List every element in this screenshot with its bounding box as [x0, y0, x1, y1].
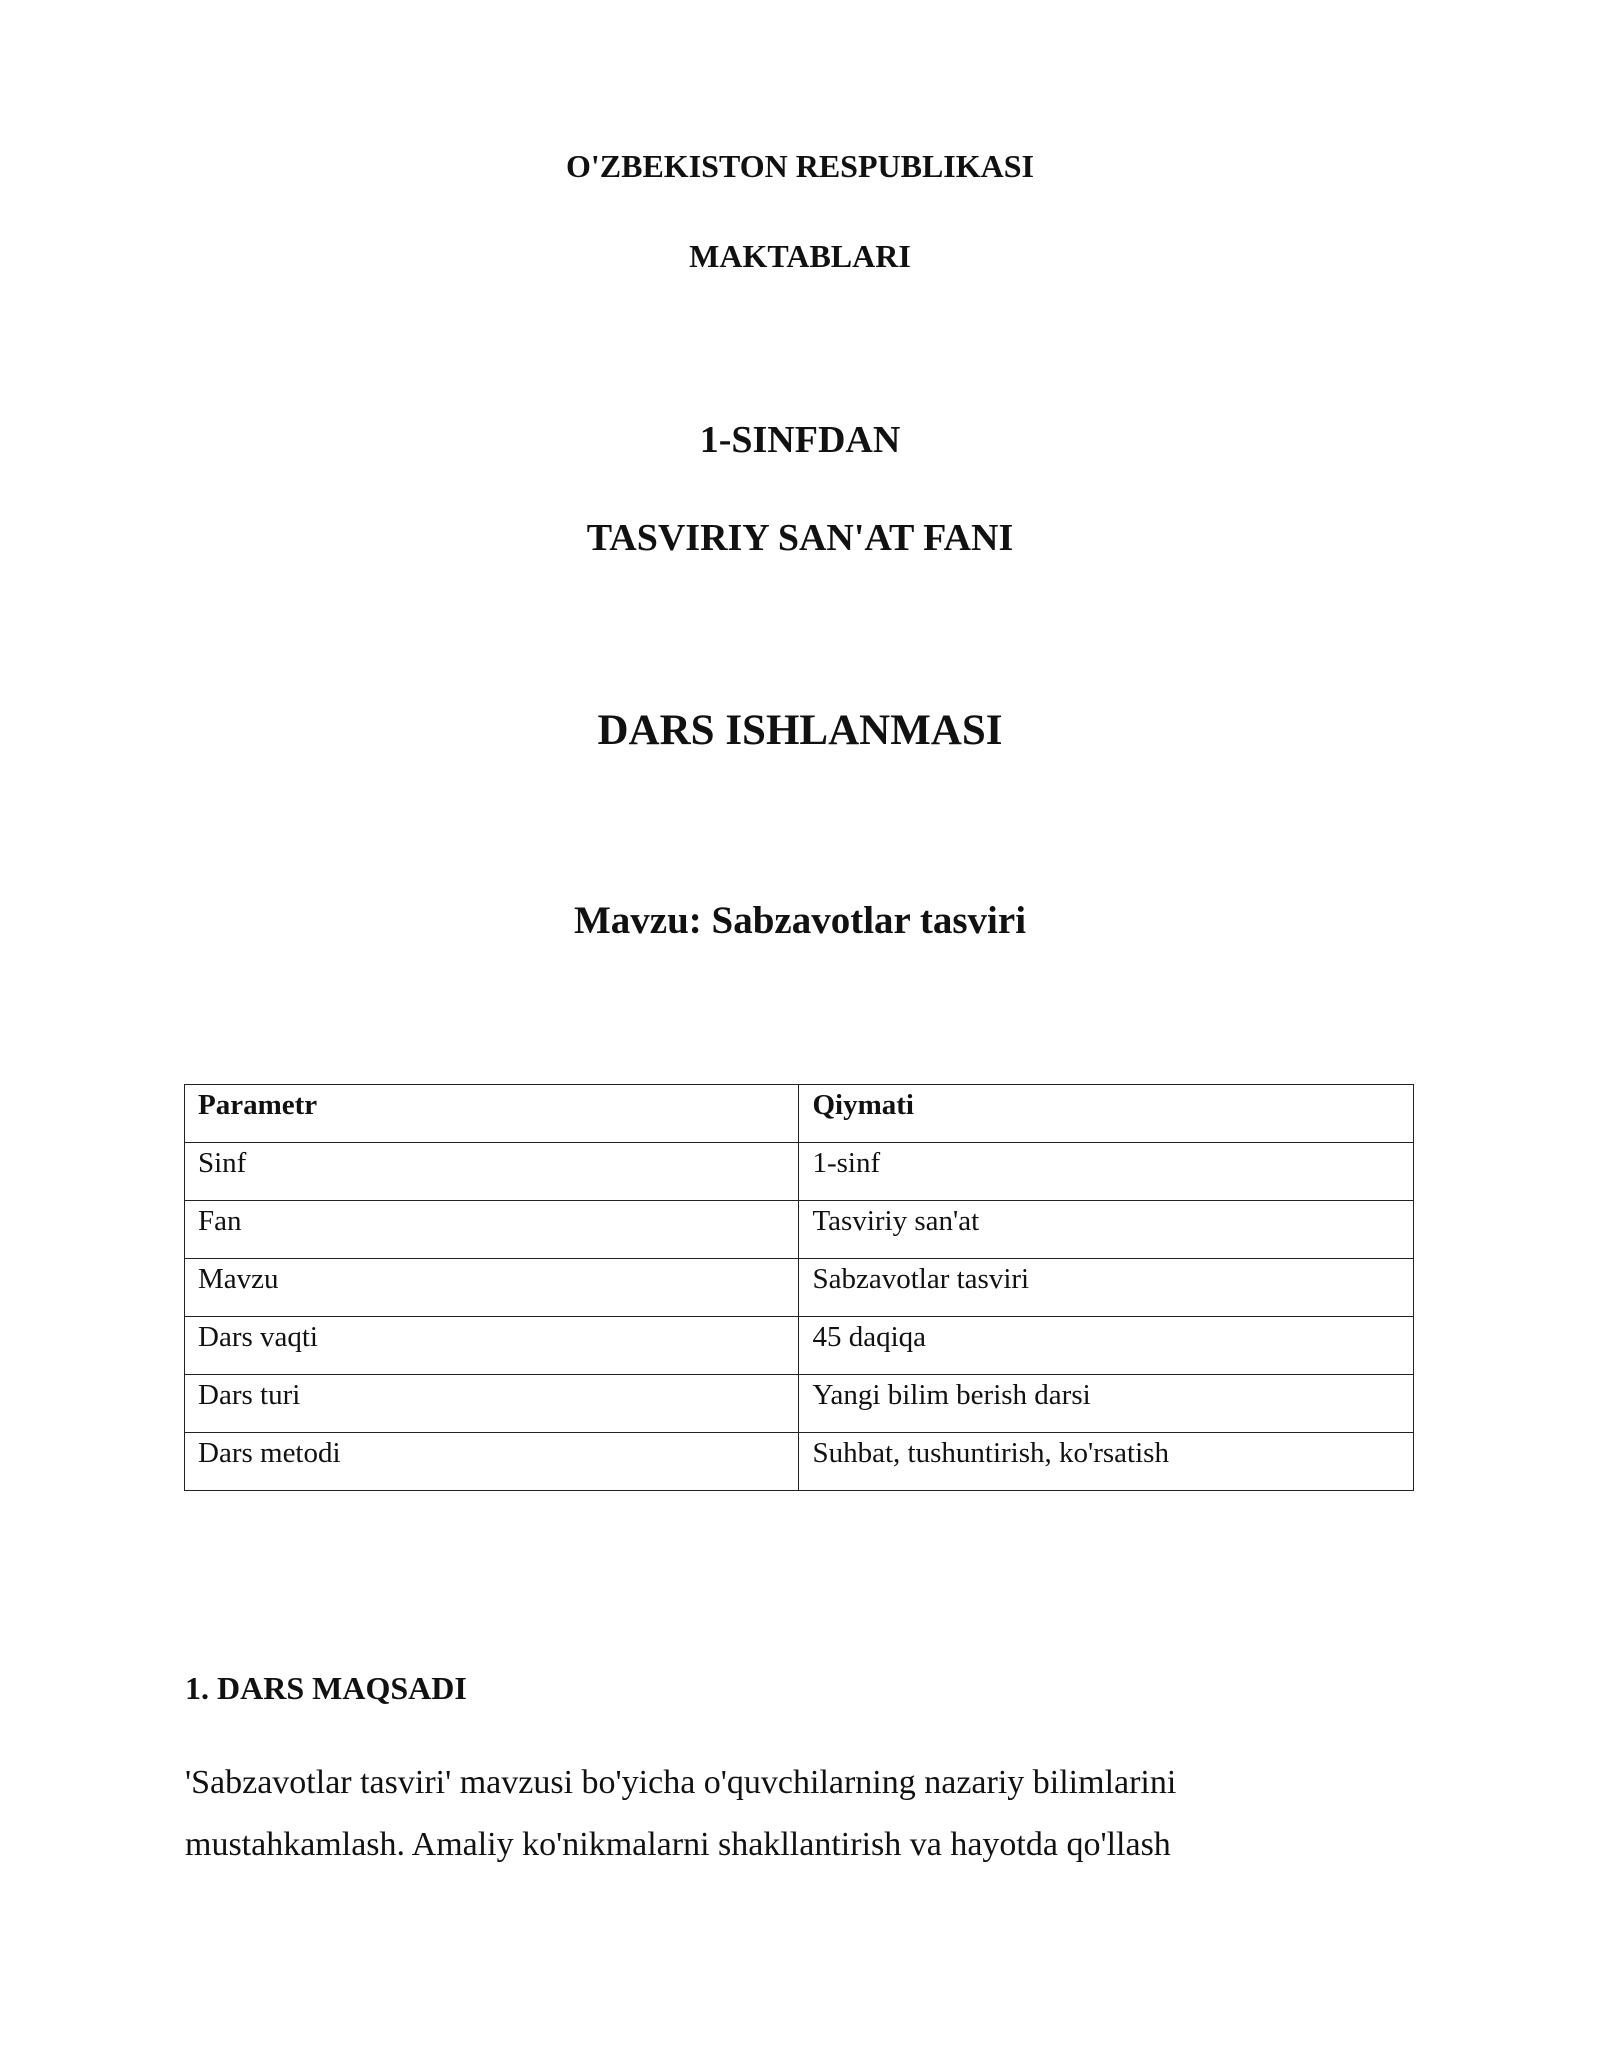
table-row	[185, 1317, 1414, 1375]
table-row	[185, 1375, 1414, 1433]
table-cell: Dars vaqti	[185, 1317, 799, 1375]
table-cell: 45 daqiqa	[799, 1317, 1414, 1375]
table-row	[185, 1201, 1414, 1259]
table-cell: Yangi bilim berish darsi	[799, 1375, 1414, 1433]
table-row	[185, 1143, 1414, 1201]
table-cell: Tasviriy san'at	[799, 1201, 1414, 1259]
section-body-lesson-goal	[185, 1752, 1425, 1876]
table-cell: 1-sinf	[799, 1143, 1414, 1201]
table-row	[185, 1259, 1414, 1317]
header-line-2: MAKTABLARI	[689, 238, 911, 274]
table-cell: Fan	[185, 1201, 799, 1259]
paragraph-line: mustahkamlash. Amaliy ko'nikmalarni shakllantirish va hayotda qo'llash	[185, 1826, 1171, 1863]
header-line-1: O'ZBEKISTON RESPUBLIKASI	[565, 148, 1034, 184]
table-cell: Mavzu	[185, 1259, 799, 1317]
table-header-row	[185, 1085, 1414, 1143]
topic-heading: Mavzu: Sabzavotlar tasviri	[573, 899, 1027, 942]
table-cell: Sinf	[185, 1143, 799, 1201]
table-header-cell: Qiymati	[799, 1085, 1414, 1143]
table-row	[185, 1433, 1414, 1491]
subject-heading: TASVIRIY SAN'AT FANI	[586, 517, 1014, 559]
table-cell: Dars metodi	[185, 1433, 799, 1491]
grade-heading: 1-SINFDAN	[699, 419, 901, 461]
lesson-parameters-table	[184, 1084, 1414, 1491]
paragraph-line: 'Sabzavotlar tasviri' mavzusi bo'yicha o'quvchilarning nazariy bilimlarini	[185, 1764, 1177, 1801]
document-title: DARS ISHLANMASI	[597, 707, 1003, 754]
section-heading-lesson-goal: 1. DARS MAQSADI	[185, 1670, 467, 1706]
table-cell: Suhbat, tushuntirish, ko'rsatish	[799, 1433, 1414, 1491]
table-header-cell: Parametr	[185, 1085, 799, 1143]
table-cell: Sabzavotlar tasviri	[799, 1259, 1414, 1317]
table-cell: Dars turi	[185, 1375, 799, 1433]
